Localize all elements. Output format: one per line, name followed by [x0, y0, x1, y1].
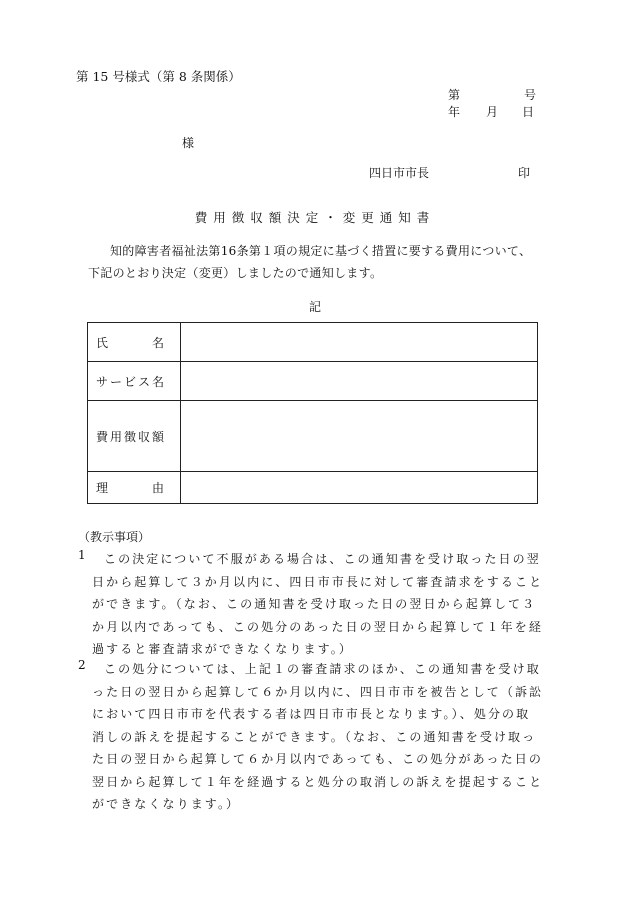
date-month: 月: [486, 105, 499, 119]
instruction-text: この決定について不服がある場合は、この通知書を受け取った日の翌日から起算して３か月以内に、四日市市長に対して審査請求をすることができます。（なお、この通知書を受け取った日の翌日から起算して３か月以内であっても、この処分のあった日の翌日から起算して１年を経過すると審査請求ができなくなります。）: [92, 552, 544, 656]
instruction-text: この処分については、上記１の審査請求のほか、この通知書を受け取った日の翌日から起算して６か月以内に、四日市市を被告として（訴訟において四日市市を代表する者は四日市市長となります。）、処分の取消しの訴えを提起することができます。（なお、この通知書を受け取った日の翌日から起算して６か月以内であっても、この処分があった日の翌日から起算して１年を経過すると処分の取消しの訴えを提起することができなくなります。）: [92, 662, 544, 811]
value-name[interactable]: [181, 323, 538, 362]
label-char: 収: [137, 429, 150, 444]
details-table: [87, 322, 538, 504]
label-char: 費: [96, 429, 109, 444]
issuer-name: 四日市市長: [369, 166, 430, 180]
label-char: 由: [151, 481, 164, 495]
label-char: 理: [96, 481, 109, 495]
number-prefix: 第: [448, 88, 461, 102]
table-row-service: [88, 362, 538, 401]
value-reason[interactable]: [181, 472, 538, 504]
label-char: 名: [151, 335, 164, 350]
addressee-suffix: 様: [182, 136, 195, 150]
label-amount: [88, 401, 181, 472]
label-char: 額: [151, 429, 164, 444]
label-name: [88, 323, 181, 362]
date-year: 年: [448, 105, 461, 119]
label-service: [88, 362, 181, 401]
label-char: 徴: [123, 429, 136, 444]
date-day: 日: [522, 105, 535, 119]
value-service[interactable]: [181, 362, 538, 401]
label-char: 名: [151, 374, 164, 389]
date-line: [448, 106, 536, 118]
label-char: 用: [109, 429, 122, 444]
instruction-number: 1: [78, 548, 86, 562]
table-row-name: [88, 323, 538, 362]
instruction-number: 2: [78, 658, 86, 672]
label-char: ス: [137, 374, 150, 389]
form-number: 第 15 号様式（第 8 条関係）: [76, 69, 241, 84]
table-row-amount: [88, 401, 538, 472]
label-reason: [88, 472, 181, 504]
label-char: サ: [96, 374, 109, 389]
value-amount[interactable]: [181, 401, 538, 472]
label-char: 氏: [96, 335, 109, 350]
instructions-heading: （教示事項）: [78, 530, 151, 544]
document-number-line: [448, 89, 536, 101]
document-title: 費用徴収額決定・変更通知書: [194, 210, 436, 225]
notice-body: 知的障害者福祉法第16条第１項の規定に基づく措置に要する費用について、下記のとおり決定（変更）しましたので通知します。: [88, 244, 532, 280]
number-suffix: 号: [523, 88, 536, 102]
label-char: ー: [109, 374, 122, 389]
seal-mark: 印: [518, 166, 531, 180]
ki-heading: 記: [308, 300, 321, 314]
table-row-reason: [88, 472, 538, 504]
label-char: ビ: [123, 374, 136, 389]
